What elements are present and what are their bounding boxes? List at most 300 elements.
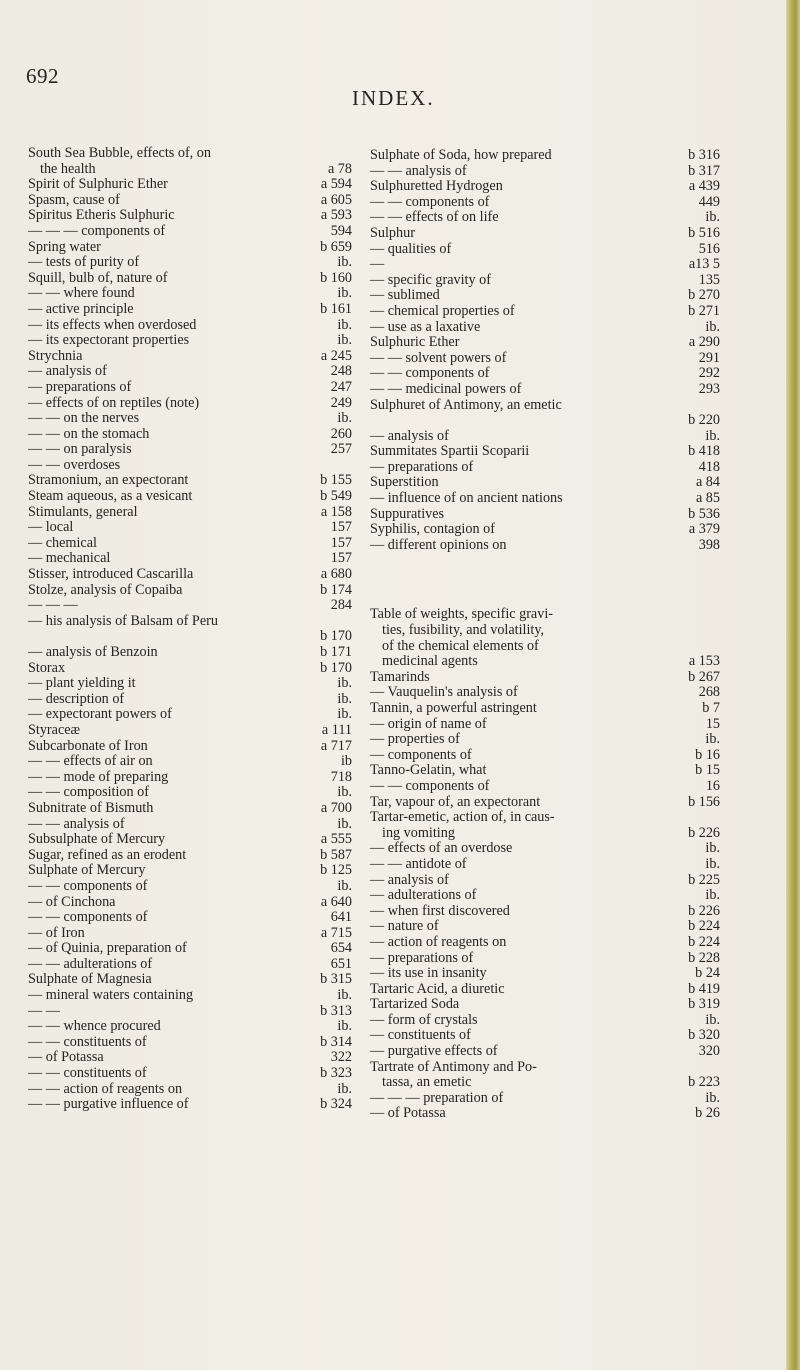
index-entry-text: Summitates Spartii Scoparii xyxy=(370,443,530,460)
page-reference: a 715 xyxy=(320,924,352,941)
page-reference: b 270 xyxy=(688,287,720,304)
index-entry xyxy=(370,763,720,779)
index-entry-text: of the chemical elements of xyxy=(382,637,539,654)
index-entry-text: — chemical properties of xyxy=(370,302,515,319)
index-entry-text: — analysis of xyxy=(370,427,449,444)
page-reference: a 680 xyxy=(320,566,352,583)
page-reference: 15 xyxy=(705,715,720,732)
page-reference: ib. xyxy=(337,987,352,1004)
page-reference: a 593 xyxy=(320,207,352,224)
index-entry-text: — constituents of xyxy=(370,1027,471,1044)
index-entry-text: — expectorant powers of xyxy=(28,706,172,723)
index-entry-text: Sugar, refined as an erodent xyxy=(28,846,187,863)
page-reference: a 111 xyxy=(321,721,352,738)
index-entry-text: — when first discovered xyxy=(370,902,510,919)
page-reference: b 125 xyxy=(320,862,352,879)
index-entry xyxy=(370,670,720,686)
index-entry xyxy=(28,146,352,162)
index-entry xyxy=(28,817,352,833)
index-entry-text: — chemical xyxy=(28,534,97,551)
page-reference: 249 xyxy=(330,394,352,411)
page-reference: a13 5 xyxy=(688,256,720,273)
index-entry xyxy=(28,302,352,318)
page-reference: b 324 xyxy=(320,1096,352,1113)
index-entry-text: — its expectorant properties xyxy=(28,332,190,349)
index-entry-text: Subsulphate of Mercury xyxy=(28,831,166,848)
index-entry xyxy=(370,507,720,523)
page-reference: ib. xyxy=(705,318,720,335)
page-reference: b 7 xyxy=(702,700,720,716)
index-entry xyxy=(370,873,720,889)
index-entry xyxy=(28,349,352,365)
index-entry xyxy=(370,1044,720,1060)
index-entry xyxy=(370,1028,720,1044)
index-entry-text: Styraceæ xyxy=(28,721,81,738)
index-entry-text: — — components of xyxy=(28,909,148,926)
index-entry xyxy=(370,997,720,1013)
index-entry xyxy=(370,1013,720,1029)
index-entry-text: — action of reagents on xyxy=(370,933,507,950)
index-entry-text: — sublimed xyxy=(370,287,440,304)
page-reference: ib xyxy=(340,753,352,770)
page-reference: ib. xyxy=(337,690,352,707)
index-entry-text: Tartrate of Antimony and Po- xyxy=(370,1058,537,1075)
index-entry xyxy=(370,429,720,445)
page-reference: b 314 xyxy=(320,1033,352,1050)
index-entry xyxy=(28,1050,352,1066)
index-entry-text: — of Potassa xyxy=(370,1105,446,1122)
index-entry-text: — effects of an overdose xyxy=(370,840,513,857)
page-reference: 260 xyxy=(330,425,352,442)
index-entry-text: Tartarized Soda xyxy=(370,996,460,1013)
index-entry-text: Syphilis, contagion of xyxy=(370,521,495,538)
index-entry xyxy=(370,538,720,554)
index-entry xyxy=(370,935,720,951)
index-entry xyxy=(28,318,352,334)
index-entry-text: Sulphuret of Antimony, an emetic xyxy=(370,396,562,413)
index-entry-text: — — where found xyxy=(28,285,135,302)
index-entry xyxy=(28,972,352,988)
index-entry-text: — analysis of Benzoin xyxy=(28,644,158,660)
index-entry xyxy=(370,966,720,982)
index-entry xyxy=(370,982,720,998)
index-entry-text: — qualities of xyxy=(370,240,452,257)
index-entry-text: Tamarinds xyxy=(370,668,430,685)
page-reference: ib. xyxy=(705,731,720,748)
index-entry-text: — its effects when overdosed xyxy=(28,316,197,333)
index-entry-text: — — solvent powers of xyxy=(370,349,507,366)
page-reference: 268 xyxy=(698,684,720,701)
index-entry-text: — preparations of xyxy=(28,378,132,395)
page-reference: 284 xyxy=(330,597,352,614)
index-entry xyxy=(28,442,352,458)
index-entry xyxy=(370,919,720,935)
running-head: INDEX. xyxy=(352,86,435,110)
page-reference: b 26 xyxy=(695,1105,720,1122)
page-reference: 257 xyxy=(330,441,352,458)
index-entry-text: — — purgative influence of xyxy=(28,1096,189,1113)
index-entry-text: — — components of xyxy=(28,877,148,894)
page-reference: a 439 xyxy=(688,178,720,195)
index-entry-text: — plant yielding it xyxy=(28,675,136,692)
index-entry xyxy=(28,536,352,552)
page-reference: b 587 xyxy=(320,846,352,863)
page-reference: ib. xyxy=(337,706,352,723)
index-entry xyxy=(28,723,352,739)
index-entry-text: Spiritus Etheris Sulphuric xyxy=(28,207,175,224)
index-entry-text: tassa, an emetic xyxy=(382,1074,472,1091)
page-reference: 157 xyxy=(330,519,352,536)
page-reference: b 161 xyxy=(320,300,352,317)
index-entry xyxy=(28,895,352,911)
index-entry-text: — — composition of xyxy=(28,784,149,801)
index-entry-text: Sulphuretted Hydrogen xyxy=(370,178,503,195)
index-entry xyxy=(28,193,352,209)
index-entry xyxy=(28,551,352,567)
index-entry xyxy=(28,941,352,957)
index-entry xyxy=(28,785,352,801)
index-entry-text: — components of xyxy=(370,746,472,763)
page-reference: 651 xyxy=(330,955,352,972)
page-reference: b 155 xyxy=(320,472,352,489)
page-reference: b 271 xyxy=(688,302,720,319)
index-entry xyxy=(370,826,720,842)
index-entry xyxy=(28,739,352,755)
index-entry-text: — — on the stomach xyxy=(28,425,150,442)
page-reference: b 160 xyxy=(320,269,352,286)
index-entry xyxy=(370,888,720,904)
index-entry xyxy=(370,226,720,242)
index-entry-text: Tar, vapour of, an expectorant xyxy=(370,793,541,810)
page-reference: b 171 xyxy=(320,644,352,660)
page-reference: a 379 xyxy=(688,521,720,538)
index-entry xyxy=(370,795,720,811)
index-entry-text: — origin of name of xyxy=(370,715,487,732)
page-reference: ib. xyxy=(705,427,720,444)
index-entry-text: — preparations of xyxy=(370,949,474,966)
index-entry-text: — — on the nerves xyxy=(28,410,140,427)
index-entry-text: — — components of xyxy=(370,777,490,794)
index-entry-text: — of Iron xyxy=(28,924,85,941)
index-entry-text: ties, fusibility, and volatility, xyxy=(382,622,545,639)
page-reference: ib. xyxy=(337,675,352,692)
index-entry-text: Stisser, introduced Cascarilla xyxy=(28,566,194,583)
index-entry-text: — analysis of xyxy=(28,363,107,380)
index-entry-text: Sulphate of Mercury xyxy=(28,862,146,879)
index-entry-text: — of Quinia, preparation of xyxy=(28,940,187,957)
index-entry-text: Tanno-Gelatin, what xyxy=(370,762,487,779)
index-entry-text: the health xyxy=(40,160,96,177)
page-reference: ib. xyxy=(705,209,720,226)
index-entry xyxy=(370,701,720,717)
index-entry xyxy=(28,1019,352,1035)
index-entry xyxy=(370,288,720,304)
index-entry-text: — — effects of on life xyxy=(370,209,499,226)
index-entry-text: Squill, bulb of, nature of xyxy=(28,269,168,286)
page-reference: a 78 xyxy=(327,160,352,177)
index-entry-text: — effects of on reptiles (note) xyxy=(28,394,200,411)
index-entry xyxy=(28,458,352,474)
index-entry xyxy=(28,707,352,723)
page-reference: 320 xyxy=(698,1043,720,1060)
index-entry-text: medicinal agents xyxy=(382,653,478,670)
index-entry xyxy=(370,475,720,491)
index-entry-text: Table of weights, specific gravi- xyxy=(370,606,553,623)
index-entry xyxy=(370,148,720,164)
page-reference: b 313 xyxy=(320,1002,352,1019)
index-entry xyxy=(28,754,352,770)
page-reference: a 640 xyxy=(320,893,352,910)
index-entry xyxy=(28,879,352,895)
page-reference: b 659 xyxy=(320,238,352,255)
index-entry-text: — tests of purity of xyxy=(28,254,140,271)
page-reference: a 290 xyxy=(688,334,720,351)
index-entry-text: Storax xyxy=(28,659,66,676)
page-reference: ib. xyxy=(337,1080,352,1097)
index-entry-text: — description of xyxy=(28,690,125,707)
page-reference: 516 xyxy=(698,240,720,257)
page-reference: b 156 xyxy=(688,793,720,810)
index-entry xyxy=(370,398,720,414)
page-reference: ib. xyxy=(337,815,352,832)
index-entry-text: Sulphur xyxy=(370,224,415,241)
index-entry xyxy=(28,411,352,427)
page-reference: 398 xyxy=(698,536,720,553)
index-entry xyxy=(370,351,720,367)
page-reference: a 605 xyxy=(320,191,352,208)
index-entry xyxy=(28,661,352,677)
index-entry xyxy=(28,473,352,489)
index-entry-text: — adulterations of xyxy=(370,887,477,904)
index-entry xyxy=(28,863,352,879)
page-reference: ib. xyxy=(705,855,720,872)
index-entry-text: Stramonium, an expectorant xyxy=(28,472,189,489)
page-reference: 418 xyxy=(698,458,720,475)
index-entry-text: — — constituents of xyxy=(28,1033,147,1050)
index-entry-text: — — effects of air on xyxy=(28,753,153,770)
page-reference: b 549 xyxy=(320,488,352,505)
page-reference: a 717 xyxy=(320,737,352,754)
index-entry xyxy=(370,210,720,226)
page-reference: b 316 xyxy=(688,147,720,163)
index-entry xyxy=(28,988,352,1004)
index-entry-text: — — medicinal powers of xyxy=(370,380,522,397)
index-entry-text: — analysis of xyxy=(370,871,449,888)
index-entry xyxy=(28,364,352,380)
index-entry xyxy=(370,460,720,476)
index-entry-text: Tartaric Acid, a diuretic xyxy=(370,980,505,997)
index-entry xyxy=(370,1075,720,1091)
page-reference: a 158 xyxy=(320,503,352,520)
index-entry-text: — purgative effects of xyxy=(370,1043,498,1060)
page-reference: b 419 xyxy=(688,980,720,997)
page-reference: b 225 xyxy=(688,871,720,888)
index-entry-text: — — components of xyxy=(370,365,490,382)
index-entry-text: — local xyxy=(28,519,74,536)
page-reference: ib. xyxy=(337,285,352,302)
index-entry-text: — — — components of xyxy=(28,222,166,239)
page-reference: ib. xyxy=(337,784,352,801)
index-entry xyxy=(370,522,720,538)
index-entry xyxy=(28,505,352,521)
index-entry-text: South Sea Bubble, effects of, on xyxy=(28,145,211,161)
page-reference: b 174 xyxy=(320,581,352,598)
page-reference: b 170 xyxy=(320,628,352,645)
index-column-left xyxy=(28,146,352,1113)
index-entry xyxy=(28,614,352,630)
index-entry xyxy=(370,685,720,701)
index-entry xyxy=(28,957,352,973)
index-entry-text: — — whence procured xyxy=(28,1018,161,1035)
index-entry-text: Sulphate of Magnesia xyxy=(28,971,152,988)
index-entry xyxy=(370,366,720,382)
index-entry xyxy=(28,629,352,645)
index-entry xyxy=(28,1097,352,1113)
index-entry xyxy=(370,1106,720,1122)
index-entry-text: Sulphuric Ether xyxy=(370,334,460,351)
index-entry-text: — — adulterations of xyxy=(28,955,153,972)
page-reference: a 85 xyxy=(695,490,720,507)
index-entry xyxy=(370,320,720,336)
index-entry xyxy=(28,520,352,536)
index-entry xyxy=(370,654,720,670)
page-reference: a 555 xyxy=(320,831,352,848)
index-entry xyxy=(370,179,720,195)
page-number: 692 xyxy=(26,64,59,88)
index-entry xyxy=(28,848,352,864)
index-entry xyxy=(370,335,720,351)
page-reference: b 323 xyxy=(320,1065,352,1082)
page-reference: b 317 xyxy=(688,162,720,179)
index-entry xyxy=(370,810,720,826)
page-reference: 16 xyxy=(705,777,720,794)
section-gap xyxy=(370,553,720,607)
index-entry xyxy=(28,801,352,817)
index-entry-text: — — overdoses xyxy=(28,456,121,473)
page-reference: a 245 xyxy=(320,347,352,364)
page-reference: ib. xyxy=(337,316,352,333)
page-reference: 291 xyxy=(698,349,720,366)
index-entry-text: — — — preparation of xyxy=(370,1089,504,1106)
index-entry xyxy=(28,1035,352,1051)
index-entry-text: — of Cinchona xyxy=(28,893,116,910)
index-entry xyxy=(370,607,720,623)
index-entry-text: Tartar-emetic, action of, in caus- xyxy=(370,809,555,826)
index-entry xyxy=(370,413,720,429)
page-reference: 157 xyxy=(330,550,352,567)
page-reference: b 170 xyxy=(320,659,352,676)
page-reference: b 315 xyxy=(320,971,352,988)
index-entry xyxy=(28,224,352,240)
index-entry-text: — mineral waters containing xyxy=(28,987,194,1004)
index-entry xyxy=(28,208,352,224)
page-reference: b 226 xyxy=(688,824,720,841)
index-entry-text: Suppuratives xyxy=(370,505,445,522)
index-entry-text: Spirit of Sulphuric Ether xyxy=(28,176,168,193)
page-reference: 248 xyxy=(330,363,352,380)
index-entry-text: Tannin, a powerful astringent xyxy=(370,700,537,716)
page-reference: ib. xyxy=(337,254,352,271)
index-entry xyxy=(28,583,352,599)
index-entry xyxy=(370,639,720,655)
index-entry xyxy=(370,841,720,857)
page-reference: b 223 xyxy=(688,1074,720,1091)
index-section-t xyxy=(370,607,720,1122)
index-entry-text: — — constituents of xyxy=(28,1065,147,1082)
index-entry-text: — — antidote of xyxy=(370,855,467,872)
index-entry xyxy=(28,162,352,178)
page-reference: b 224 xyxy=(688,933,720,950)
index-entry-text: — xyxy=(370,256,385,273)
index-entry xyxy=(28,910,352,926)
index-entry xyxy=(370,779,720,795)
index-entry-text: — form of crystals xyxy=(370,1011,478,1028)
index-entry xyxy=(28,333,352,349)
index-entry xyxy=(28,598,352,614)
index-entry-text: — active principle xyxy=(28,300,134,317)
index-entry-text: — — analysis of xyxy=(28,815,125,832)
index-entry xyxy=(28,692,352,708)
page-reference: 247 xyxy=(330,378,352,395)
page-reference: ib. xyxy=(705,840,720,857)
page-reference: a 594 xyxy=(320,176,352,193)
index-entry xyxy=(28,255,352,271)
index-entry xyxy=(28,645,352,661)
index-entry-text: ing vomiting xyxy=(382,824,455,841)
index-entry xyxy=(28,240,352,256)
index-entry xyxy=(28,271,352,287)
page-reference: b 319 xyxy=(688,996,720,1013)
page-reference: b 536 xyxy=(688,505,720,522)
page-reference: b 320 xyxy=(688,1027,720,1044)
index-entry xyxy=(370,623,720,639)
page-edge xyxy=(786,0,800,1370)
page-reference: 322 xyxy=(330,1049,352,1066)
index-entry-text: — mechanical xyxy=(28,550,111,567)
index-entry xyxy=(28,1082,352,1098)
index-entry xyxy=(370,382,720,398)
index-entry xyxy=(28,676,352,692)
page-reference: 449 xyxy=(698,193,720,210)
page-reference: b 220 xyxy=(688,412,720,429)
index-entry-text: — — analysis of xyxy=(370,162,467,179)
page-reference: ib. xyxy=(337,877,352,894)
page-reference: 293 xyxy=(698,380,720,397)
index-entry xyxy=(370,1060,720,1076)
index-entry-text: — — — xyxy=(28,597,78,614)
index-entry xyxy=(370,257,720,273)
page-reference: a 153 xyxy=(688,653,720,670)
index-entry-text: — — on paralysis xyxy=(28,441,132,458)
page-reference: 157 xyxy=(330,534,352,551)
page-reference: a 84 xyxy=(695,474,720,491)
index-entry xyxy=(370,242,720,258)
index-entry xyxy=(370,1091,720,1107)
page-reference: b 418 xyxy=(688,443,720,460)
index-entry xyxy=(370,748,720,764)
index-entry xyxy=(28,427,352,443)
page-reference: b 267 xyxy=(688,668,720,685)
index-entry-text: — use as a laxative xyxy=(370,318,481,335)
index-entry-text: Subcarbonate of Iron xyxy=(28,737,148,754)
index-entry xyxy=(370,304,720,320)
index-entry-text: — nature of xyxy=(370,918,439,935)
page-reference: 292 xyxy=(698,365,720,382)
page-reference: b 16 xyxy=(695,746,720,763)
index-section-s xyxy=(370,148,720,553)
page-reference: b 15 xyxy=(695,762,720,779)
page-reference: b 228 xyxy=(688,949,720,966)
